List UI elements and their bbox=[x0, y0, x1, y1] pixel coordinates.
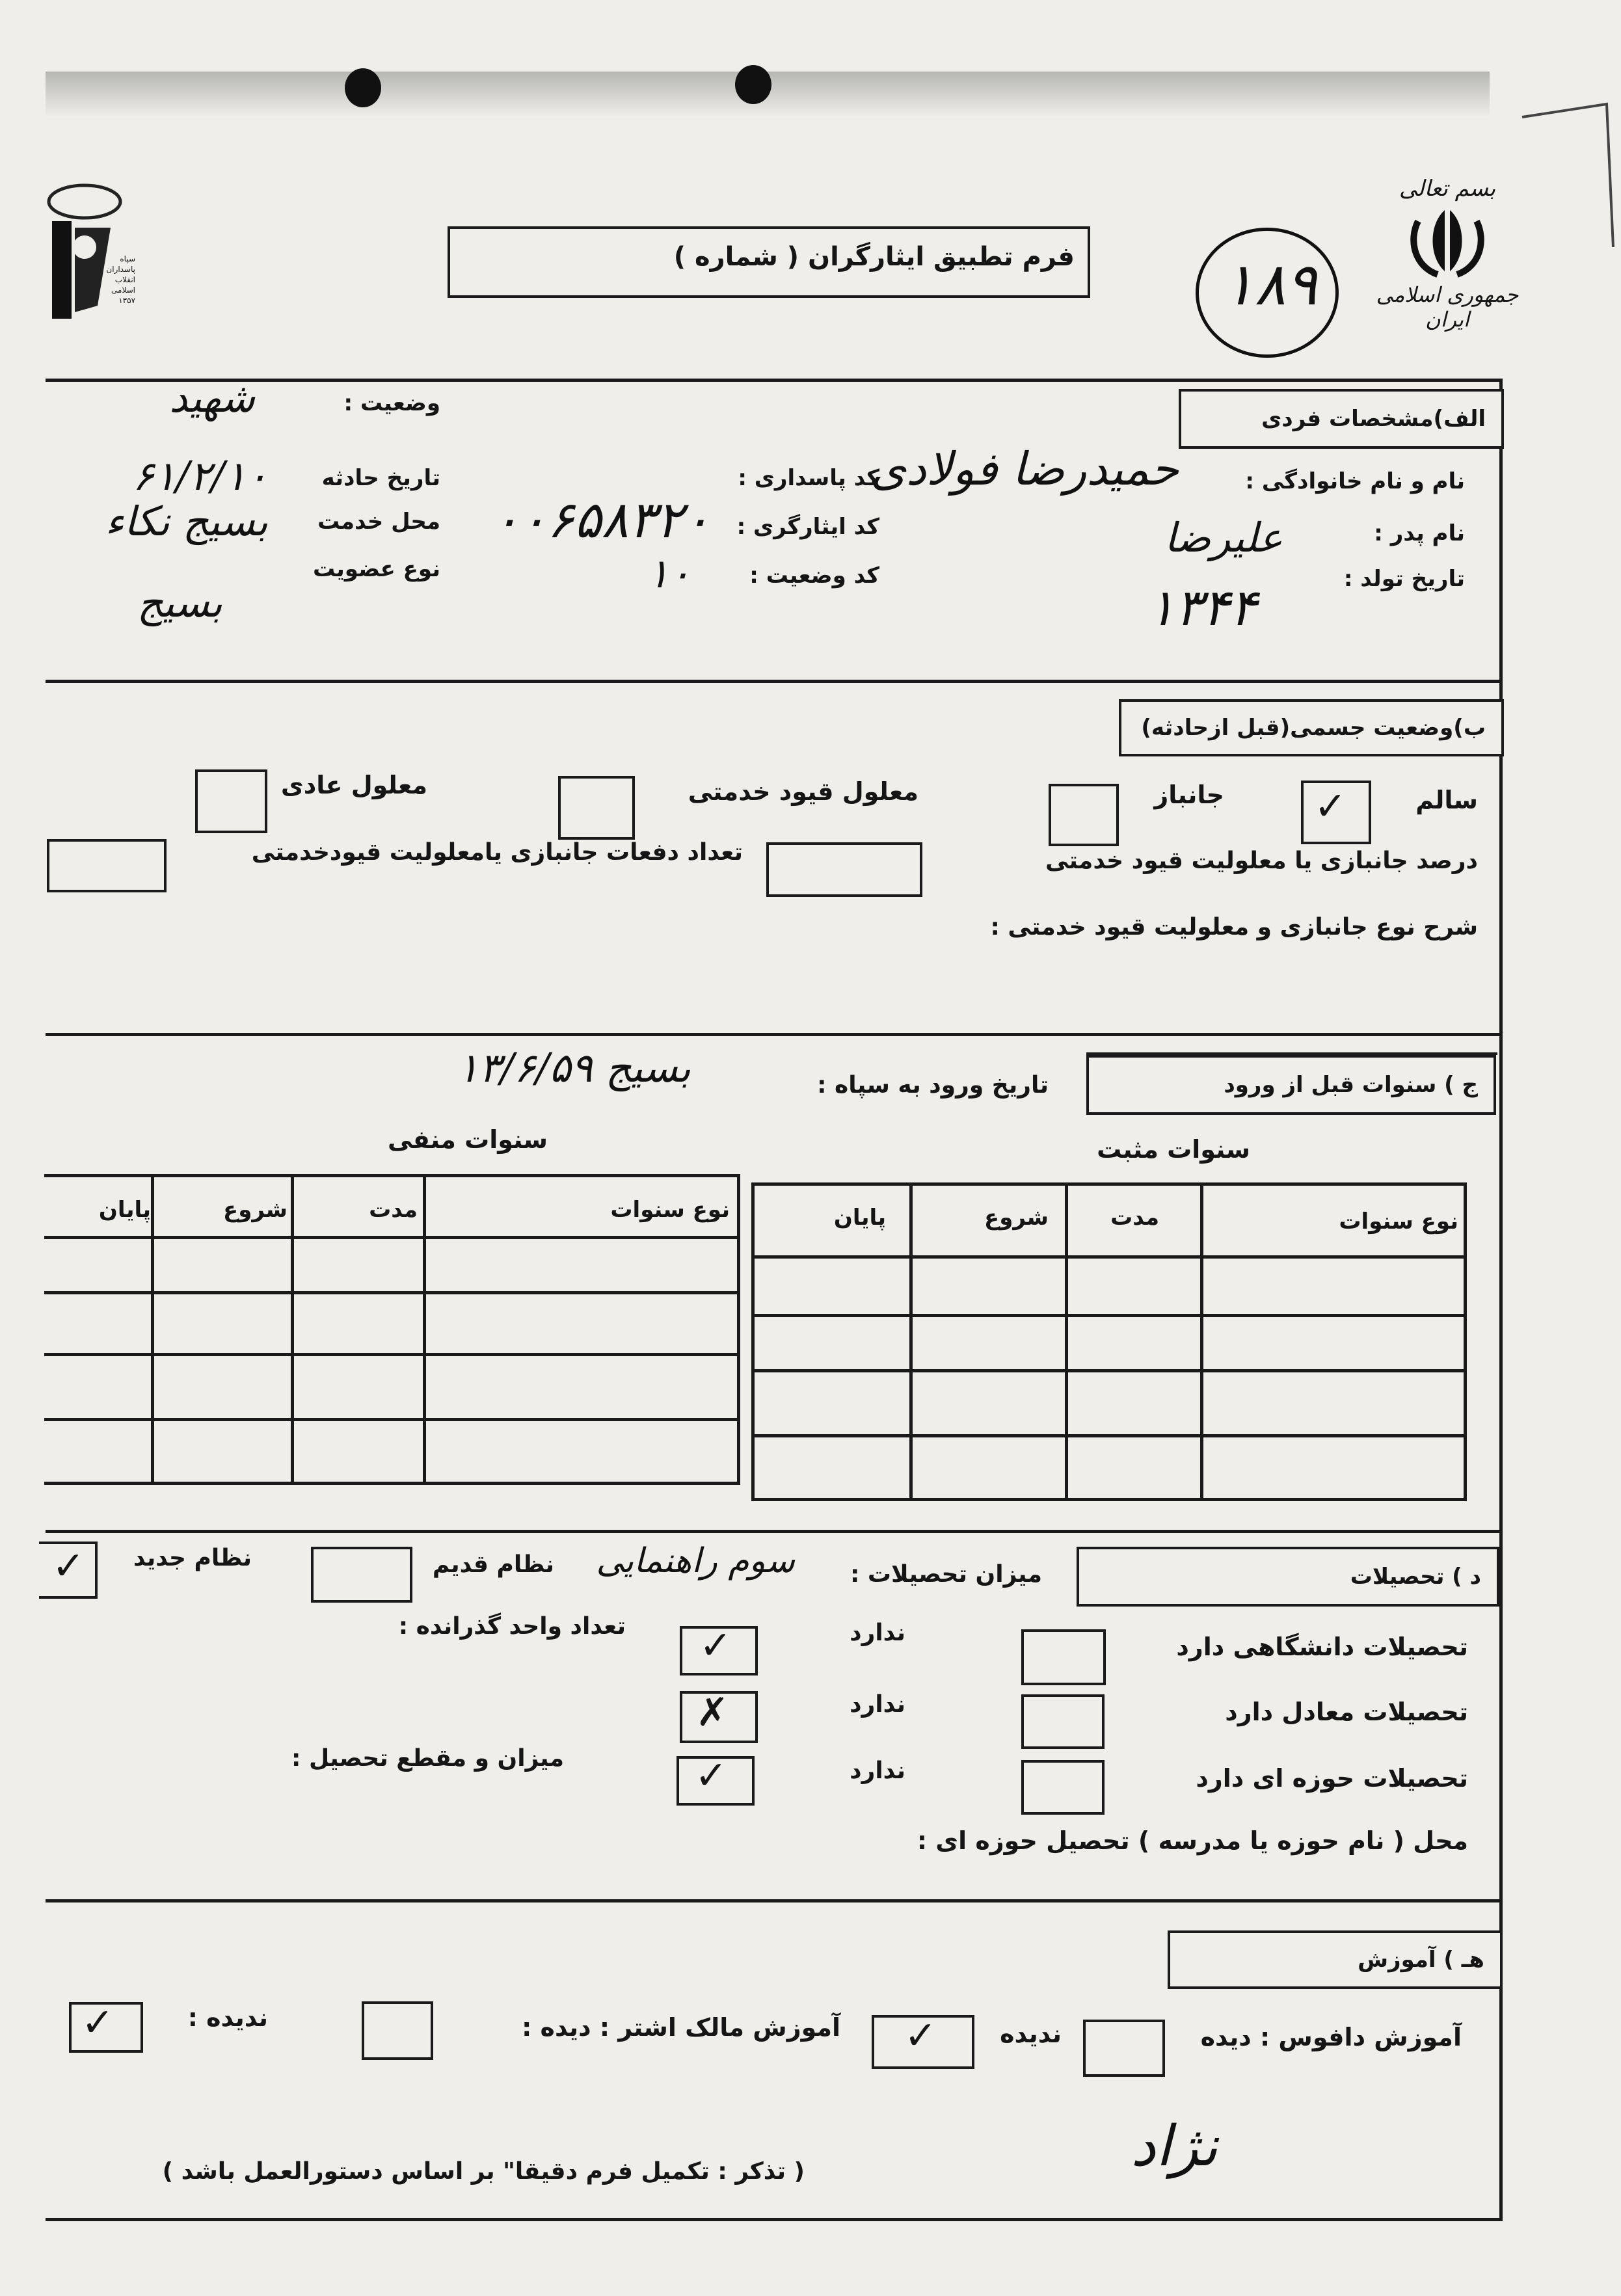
section-a-header: الف)مشخصات فردی bbox=[1179, 389, 1504, 449]
dafos-label: آموزش دافوس : دیده bbox=[1200, 2023, 1462, 2051]
new-system-label: نظام جدید bbox=[133, 1545, 252, 1571]
old-system-label: نظام قدیم bbox=[432, 1551, 554, 1578]
neg-row-divider bbox=[44, 1236, 740, 1239]
negative-years-title: سنوات منفی bbox=[388, 1125, 548, 1154]
neg-col-type: نوع سنوات bbox=[610, 1197, 730, 1223]
file-number: ۱۸۹ bbox=[1223, 250, 1318, 319]
neg-col-duration: مدت bbox=[369, 1197, 418, 1223]
janbaz-label: جانباز bbox=[1154, 781, 1224, 809]
service-disabled-label: معلول قیود خدمتی bbox=[688, 777, 918, 806]
dafos-not-seen-label: ندیده bbox=[1000, 2020, 1062, 2048]
name-label: نام و نام خانوادگی : bbox=[1245, 468, 1465, 494]
footer-note: ( تذکر : تکمیل فرم دقیقا" بر اساس دستورالعمل باشد ) bbox=[162, 2158, 805, 2185]
neg-col-end: پایان bbox=[98, 1197, 151, 1223]
pos-row-divider bbox=[751, 1369, 1467, 1372]
father-label: نام پدر : bbox=[1374, 520, 1465, 546]
emblem-motto: بسم تعالی bbox=[1399, 176, 1496, 202]
equivalent-none-label: ندارد bbox=[850, 1691, 905, 1718]
units-passed-label: تعداد واحد گذرانده : bbox=[398, 1613, 626, 1640]
signature: نژاد bbox=[1131, 2114, 1218, 2179]
status-code-label: کد وضعیت : bbox=[749, 563, 879, 589]
malek-not-seen-check-mark: ✓ bbox=[81, 2000, 114, 2046]
frame-top bbox=[46, 379, 1503, 382]
irgc-logo-text: سپاه پاسداران انقلاب اسلامی ۱۳۵۷ bbox=[106, 254, 135, 305]
status-label: وضعیت : bbox=[343, 390, 440, 416]
malek-not-seen-label: ندیده : bbox=[187, 2003, 268, 2032]
section-a-divider bbox=[46, 680, 1503, 683]
irgc-logo bbox=[39, 176, 135, 325]
new-system-check-mark: ✓ bbox=[52, 1543, 85, 1589]
service-place-label: محل خدمت bbox=[317, 509, 440, 535]
name-value: حمیدرضا فولادی bbox=[870, 442, 1179, 496]
seminary-label: تحصیلات حوزه ای دارد bbox=[1196, 1764, 1468, 1793]
university-none-check-mark: ✓ bbox=[699, 1623, 732, 1668]
old-system-checkbox[interactable] bbox=[311, 1547, 412, 1603]
birth-label: تاریخ تولد : bbox=[1343, 566, 1465, 592]
membership-value: بسیج bbox=[137, 579, 222, 626]
frame-bottom bbox=[46, 2218, 1503, 2221]
section-c-header: ج ) سنوات قبل از ورود bbox=[1086, 1055, 1496, 1115]
pos-row-divider bbox=[751, 1314, 1467, 1317]
pos-row-divider bbox=[751, 1434, 1467, 1437]
seminary-none-check-mark: ✓ bbox=[695, 1753, 728, 1798]
isargari-code-label: کد ایثارگری : bbox=[736, 514, 879, 540]
section-c-header-outer bbox=[1086, 1052, 1497, 1055]
iran-emblem bbox=[1373, 176, 1522, 345]
status-code-value: ۱۰ bbox=[647, 550, 691, 597]
neg-col-divider bbox=[423, 1174, 426, 1485]
neg-row-divider bbox=[44, 1418, 740, 1421]
seminary-place-label: محل ( نام حوزه یا مدرسه ) تحصیل حوزه ای : bbox=[917, 1826, 1468, 1855]
janbaz-checkbox[interactable] bbox=[1049, 784, 1119, 846]
section-b-divider bbox=[46, 1033, 1503, 1036]
section-d-header: د ) تحصیلات bbox=[1077, 1547, 1499, 1607]
level-section-label: میزان و مقطع تحصیل : bbox=[291, 1745, 564, 1772]
positive-years-title: سنوات مثبت bbox=[1097, 1135, 1250, 1164]
equivalent-yes-checkbox[interactable] bbox=[1021, 1694, 1105, 1749]
father-value: علیرضا bbox=[1164, 514, 1283, 561]
pasdari-code-label: کد پاسداری : bbox=[738, 465, 879, 491]
dafos-seen-checkbox[interactable] bbox=[1083, 2020, 1165, 2077]
education-level-label: میزان تحصیلات : bbox=[850, 1561, 1042, 1588]
equivalent-label: تحصیلات معادل دارد bbox=[1225, 1698, 1468, 1726]
section-e-header: هـ ) آموزش bbox=[1168, 1930, 1503, 1989]
punch-hole-right bbox=[735, 65, 771, 104]
incident-date-value: ۶۱/۲/۱۰ bbox=[132, 452, 268, 500]
folded-corner bbox=[1509, 98, 1620, 254]
neg-col-start: شروع bbox=[223, 1197, 288, 1223]
service-disabled-checkbox[interactable] bbox=[558, 776, 635, 840]
membership-label: نوع عضویت bbox=[313, 556, 440, 582]
description-label: شرح نوع جانبازی و معلولیت قیود خدمتی : bbox=[990, 914, 1478, 941]
form-title: فرم تطبیق ایثارگران ( شماره ) bbox=[673, 242, 1075, 272]
birth-value: ۱۳۴۴ bbox=[1147, 579, 1257, 637]
neg-col-divider bbox=[291, 1174, 294, 1485]
status-value: شهید bbox=[169, 374, 255, 421]
neg-row-divider bbox=[44, 1291, 740, 1294]
equivalent-none-cross-mark: ✗ bbox=[696, 1690, 729, 1735]
neg-col-divider bbox=[151, 1174, 154, 1485]
entry-date-label: تاریخ ورود به سپاه : bbox=[817, 1072, 1049, 1099]
percent-label: درصد جانبازی یا معلولیت قیود خدمتی bbox=[1045, 848, 1478, 874]
seminary-none-label: ندارد bbox=[850, 1757, 905, 1784]
entry-date-value: بسیج ۱۳/۶/۵۹ bbox=[457, 1044, 691, 1091]
pos-col-divider bbox=[909, 1182, 913, 1501]
healthy-label: سالم bbox=[1415, 786, 1478, 814]
punch-hole-left bbox=[345, 68, 381, 107]
neg-row-divider bbox=[44, 1353, 740, 1356]
section-d-divider bbox=[46, 1899, 1503, 1902]
dafos-not-seen-check-mark: ✓ bbox=[904, 2013, 937, 2059]
service-place-value: بسیج نکاء bbox=[105, 498, 268, 545]
section-c-divider bbox=[46, 1530, 1503, 1533]
emblem-caption: جمهوری اسلامی ایران bbox=[1376, 282, 1519, 332]
pos-col-end: پایان bbox=[833, 1205, 886, 1231]
malek-label: آموزش مالک اشتر : دیده : bbox=[522, 2013, 840, 2042]
percent-input[interactable] bbox=[766, 842, 922, 897]
university-yes-checkbox[interactable] bbox=[1021, 1629, 1106, 1685]
ordinary-disabled-label: معلول عادی bbox=[280, 771, 427, 799]
seminary-yes-checkbox[interactable] bbox=[1021, 1760, 1105, 1815]
pos-col-divider bbox=[1065, 1182, 1068, 1501]
malek-seen-checkbox[interactable] bbox=[362, 2001, 433, 2060]
iran-emblem-icon bbox=[1402, 202, 1493, 280]
pos-col-type: نوع سنوات bbox=[1339, 1208, 1458, 1235]
pos-row-divider bbox=[751, 1255, 1467, 1259]
count-label: تعداد دفعات جانبازی یامعلولیت قیودخدمتی bbox=[251, 839, 743, 866]
university-none-label: ندارد bbox=[850, 1620, 905, 1646]
education-level-value: سوم راهنمایی bbox=[596, 1542, 795, 1581]
pos-col-duration: مدت bbox=[1110, 1205, 1159, 1231]
isargari-code-value: ۰۰۶۵۸۳۲۰ bbox=[492, 491, 710, 550]
pos-col-divider bbox=[1200, 1182, 1203, 1501]
university-label: تحصیلات دانشگاهی دارد bbox=[1176, 1633, 1468, 1661]
incident-date-label: تاریخ حادثه bbox=[321, 465, 440, 491]
healthy-check-mark: ✓ bbox=[1314, 784, 1347, 829]
ordinary-disabled-checkbox[interactable] bbox=[195, 769, 267, 833]
pos-col-start: شروع bbox=[984, 1205, 1049, 1231]
section-b-header: ب)وضعیت جسمی(قبل ازحادثه) bbox=[1119, 699, 1504, 756]
count-input[interactable] bbox=[47, 839, 167, 892]
